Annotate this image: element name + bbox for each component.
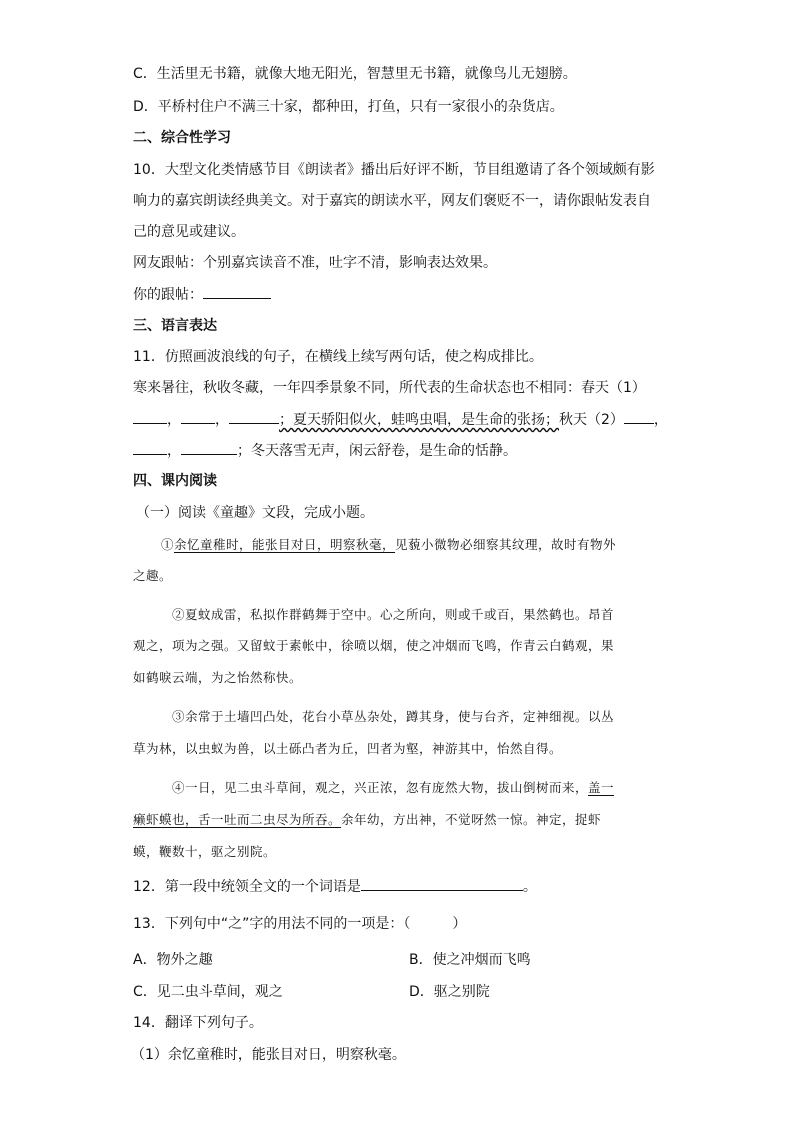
q11-line-3 (133, 409, 668, 430)
q14-item-1: （1）余忆童稚时，能张目对日，明察秋毫。 (131, 1047, 406, 1063)
separator: ， (167, 412, 181, 428)
answer-blank[interactable] (361, 876, 523, 891)
passage-p4-line-1 (172, 778, 614, 798)
q13-text: 13．下列句中“之”字的用法不同的一项是：（ ） (133, 916, 467, 932)
answer-blank[interactable] (133, 409, 167, 424)
q12-tail: 。 (522, 879, 537, 895)
q11-line-2: 寒来暑往，秋收冬藏，一年四季景象不同，所代表的生命状态也不相同：春天（1） (133, 380, 646, 396)
underlined-phrase: 癞虾蟆也，舌一吐而二虫尽为所吞。 (133, 812, 342, 827)
q13-option-d: D．驱之别院 (409, 984, 490, 1000)
separator: ， (215, 412, 229, 428)
passage-p1-line-2: 之趣。 (133, 568, 173, 583)
underlined-phrase: 盖一 (588, 780, 615, 795)
q13-option-c: C．见二虫斗草间，观之 (133, 984, 283, 1000)
q12 (133, 876, 537, 897)
q10-line-3: 己的意见或建议。 (133, 224, 245, 240)
answer-blank[interactable] (181, 440, 237, 455)
answer-blank[interactable] (181, 409, 215, 424)
answer-blank[interactable] (133, 440, 167, 455)
your-reply-line (133, 284, 271, 305)
passage-p3-line-1: ③余常于土墙凹凸处，花台小草丛杂处，蹲其身，使与台齐，定神细视。以丛 (172, 709, 615, 724)
wavy-underlined-sentence: ；夏天骄阳似火，蛙鸣虫唱，是生命的张扬； (279, 412, 559, 428)
passage-p2-line-3: 如鹤唳云端，为之怡然称快。 (133, 670, 303, 685)
answer-blank[interactable] (203, 284, 271, 299)
q11-autumn: 秋天（2） (559, 412, 624, 428)
section-heading-4: 四、课内阅读 (133, 473, 217, 489)
passage-text: 见藐小微物必细察其纹理，故时有物外 (395, 537, 617, 552)
answer-blank[interactable] (624, 409, 654, 424)
separator: ， (653, 412, 668, 428)
q13-option-a: A．物外之趣 (133, 952, 213, 968)
underlined-phrase: 余忆童稚时，能张目对日，明察秋毫， (174, 537, 396, 552)
passage-p4-line-2 (133, 810, 601, 830)
q10-line-2: 响力的嘉宾朗读经典美文。对于嘉宾的朗读水平，网友们褒贬不一，请你跟帖发表自 (133, 193, 651, 209)
reading-intro: （一）阅读《童趣》文段，完成小题。 (136, 505, 374, 521)
passage-p1-line-1 (161, 535, 616, 555)
separator: ， (167, 443, 181, 459)
your-reply-label: 你的跟帖： (133, 287, 203, 303)
q11-line-4-end: ；冬天落雪无声，闲云舒卷，是生命的恬静。 (237, 443, 517, 459)
q13-option-b: B．使之冲烟而飞鸣 (409, 952, 531, 968)
netizen-reply: 网友跟帖：个别嘉宾读音不准，吐字不清，影响表达效果。 (133, 255, 497, 271)
q11-line-4 (133, 440, 517, 461)
section-heading-3: 三、语言表达 (133, 318, 217, 334)
answer-blank[interactable] (229, 409, 279, 424)
passage-p3-line-2: 草为林，以虫蚁为兽，以土砾凸者为丘，凹者为壑，神游其中，怡然自得。 (133, 741, 563, 756)
passage-p2-line-1: ②夏蚊成雷，私拟作群鹤舞于空中。心之所向，则或千或百，果然鹤也。昂首 (172, 607, 615, 622)
q11-line-1: 11．仿照画波浪线的句子，在横线上续写两句话，使之构成排比。 (133, 349, 543, 365)
q12-text: 12．第一段中统领全文的一个词语是 (133, 879, 361, 895)
q14-text: 14．翻译下列句子。 (133, 1015, 263, 1031)
passage-p2-line-2: 观之，项为之强。又留蚊于素帐中，徐喷以烟，使之冲烟而飞鸣，作青云白鹤观，果 (133, 638, 615, 653)
passage-text: 余年幼，方出神，不觉呀然一惊。神定，捉虾 (341, 812, 602, 827)
section-heading-2: 二、综合性学习 (133, 130, 231, 146)
paragraph-number: ① (161, 537, 175, 552)
passage-p4-line-3: 蟆，鞭数十，驱之别院。 (133, 844, 277, 859)
q9-option-d: D．平桥村住户不满三十家，都种田，打鱼，只有一家很小的杂货店。 (133, 99, 564, 115)
q9-option-c: C．生活里无书籍，就像大地无阳光，智慧里无书籍，就像鸟儿无翅膀。 (133, 66, 577, 82)
passage-text: ④一日，见二虫斗草间，观之，兴正浓，忽有庞然大物，拔山倒树而来， (172, 780, 589, 795)
q10-line-1: 10．大型文化类情感节目《朗读者》播出后好评不断，节目组邀请了各个领域颇有影 (133, 162, 655, 178)
